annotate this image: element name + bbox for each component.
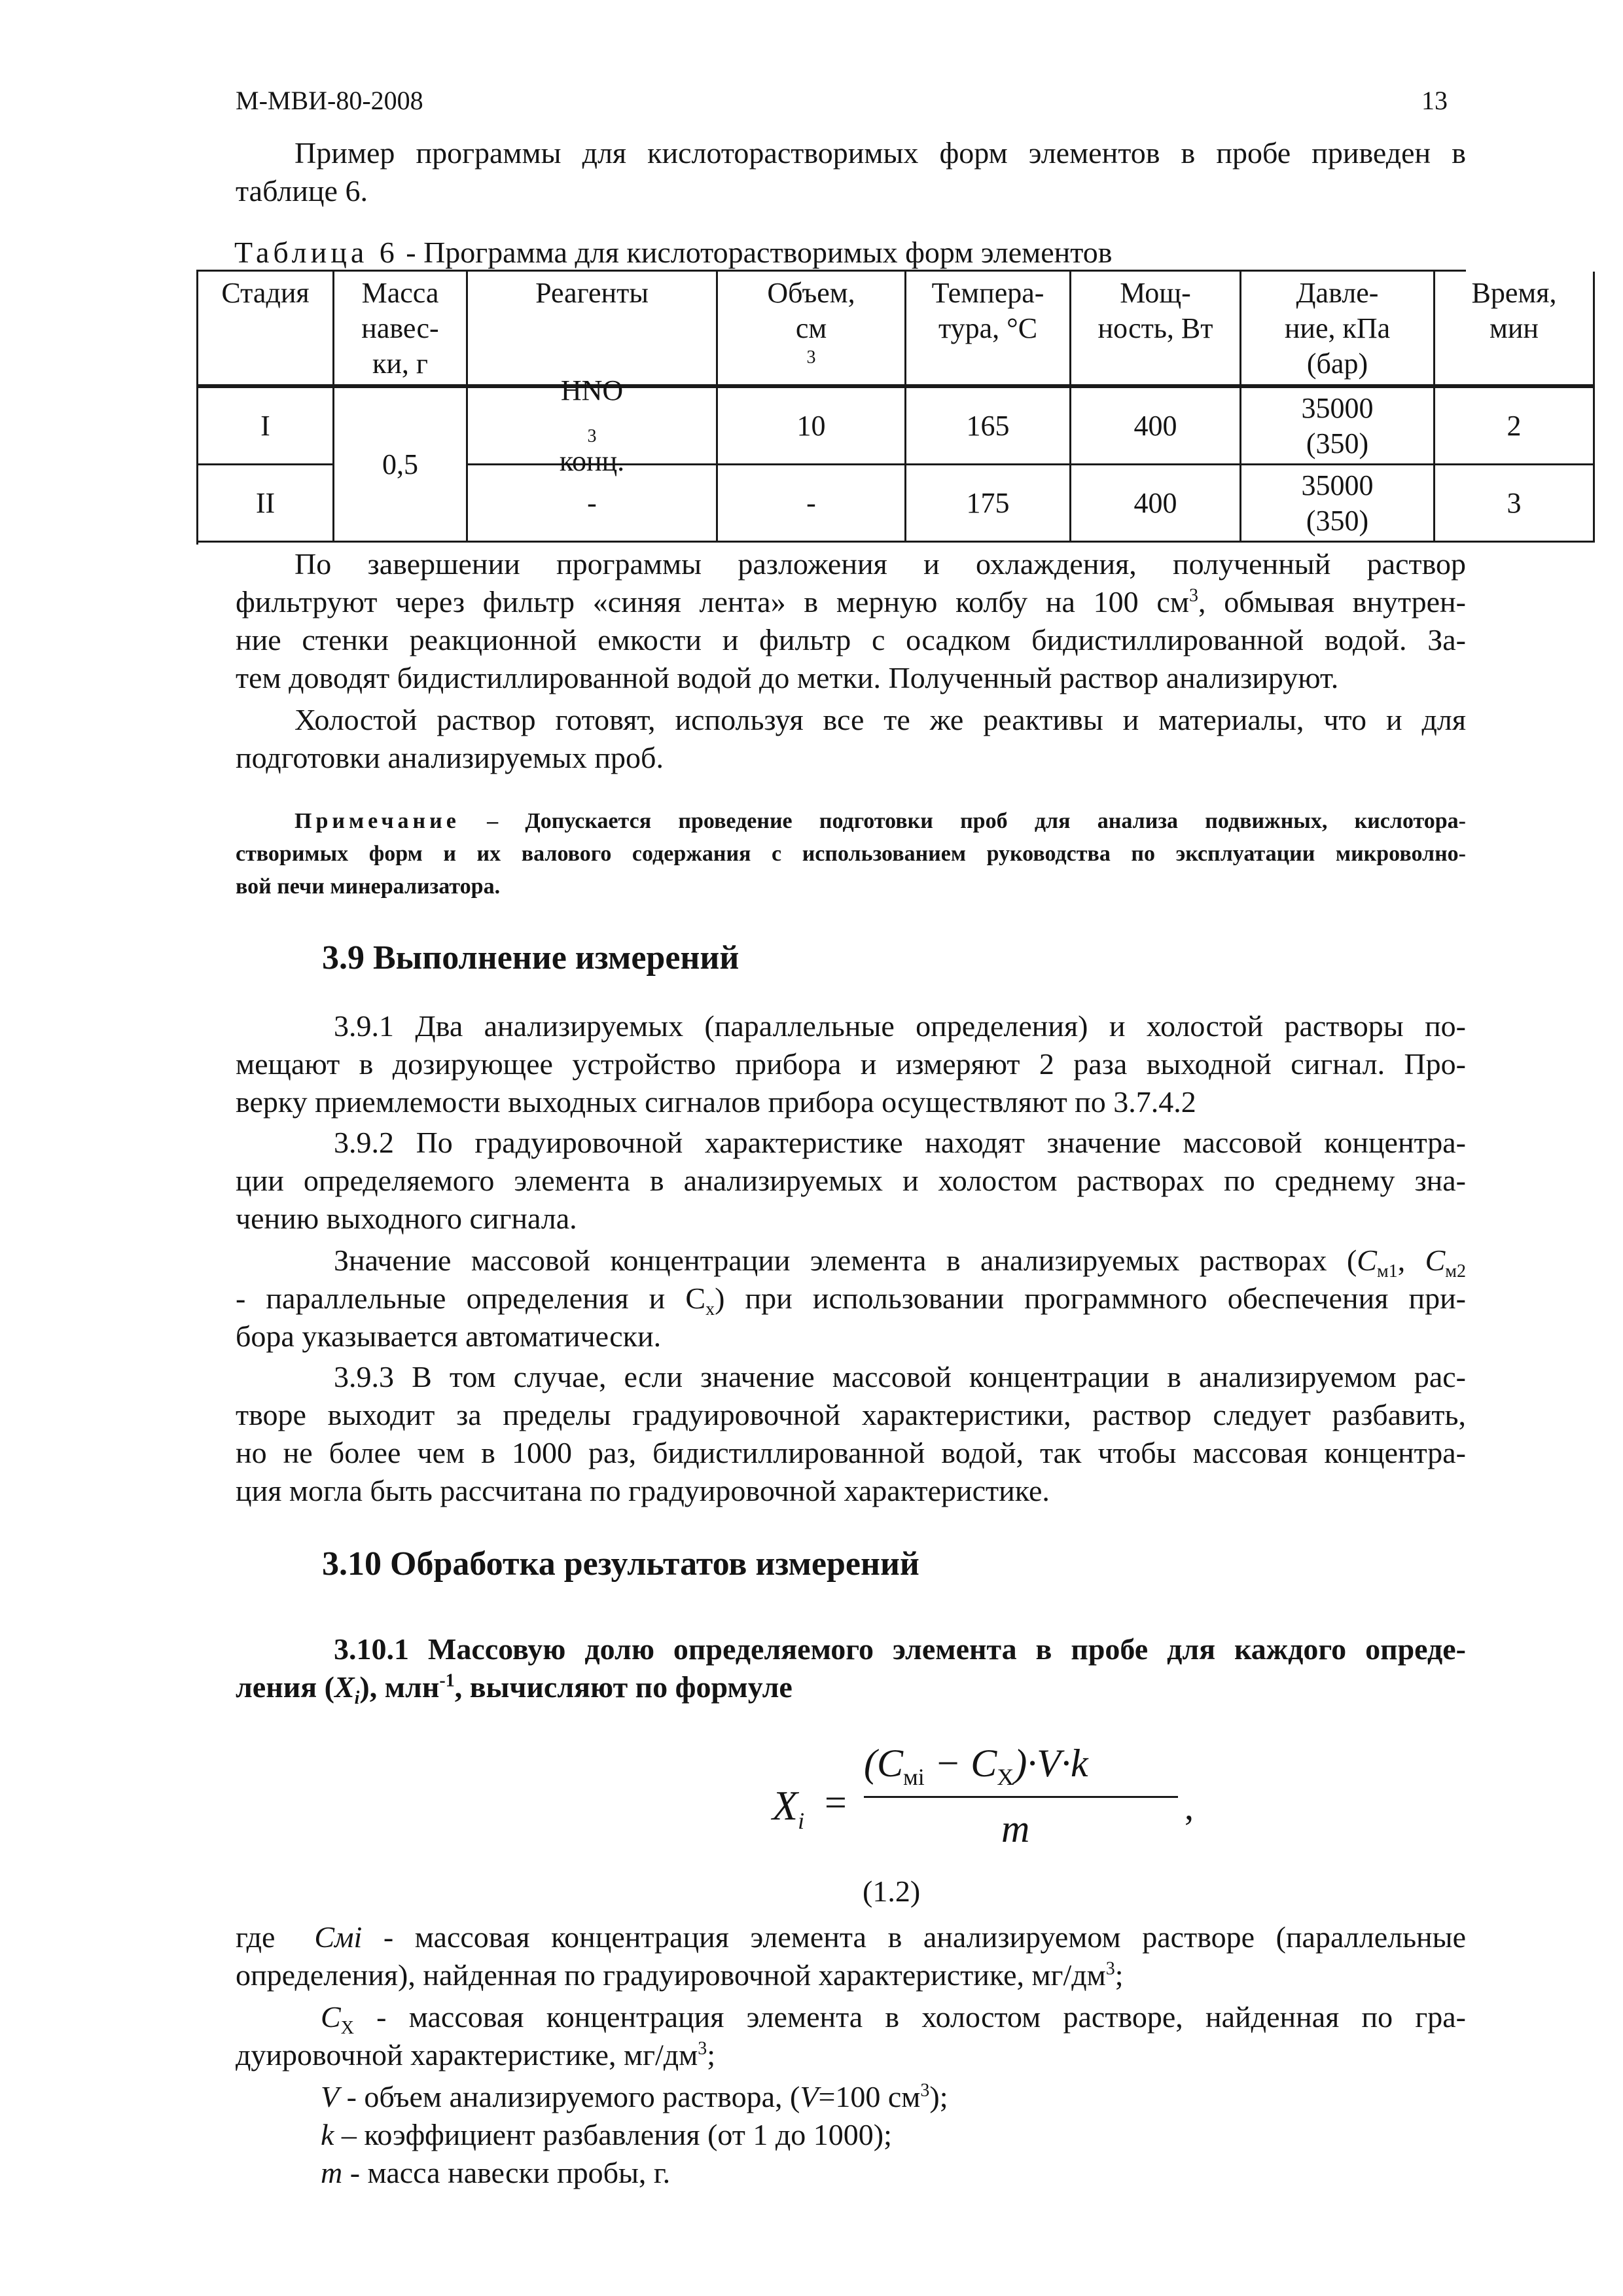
p392-line-1: 3.9.2 По градуировочной характеристике находят значение массовой концентра- — [334, 1126, 1466, 1159]
para-after-line-4: тем доводят бидистиллированной водой до метки. Полученный раствор анализируют. — [236, 661, 1339, 694]
table-row-1-power: 400 — [1071, 388, 1241, 465]
note-line-2: створимых форм и их валового содержания с использованием руководства по эксплуатации микроволно- — [236, 842, 1466, 866]
p3101-line-2: ления $(X_i)$, млн$^{-1}$, вычисляют по формуле — [236, 1670, 793, 1709]
blank-line-2: подготовки анализируемых проб. — [236, 741, 664, 774]
p3101-line-1: 3.10.1 Массовую долю определяемого элемента в пробе для каждого опреде- — [334, 1632, 1466, 1666]
table-row-1-volume: 10 — [718, 388, 906, 465]
intro-line-1: Пример программы для кислоторастворимых форм элементов в пробе приведен в — [294, 136, 1466, 170]
table-row-1-temp: 165 — [906, 388, 1071, 465]
table-row-1-time: 2 — [1435, 388, 1595, 465]
th-reagents: Реагенты — [468, 272, 718, 388]
section-3-9-title: 3.9 Выполнение измерений — [322, 939, 740, 977]
p393-line-4: ция могла быть рассчитана по градуировочной характеристике. — [236, 1474, 1050, 1507]
para-after-line-3: ние стенки реакционной емкости и фильтр с осадком бидистиллированной водой. За- — [236, 623, 1466, 656]
th-time: Время, мин — [1435, 272, 1595, 388]
note-label: Примечание — [294, 809, 460, 833]
note-line-1: Примечание – Допускается проведение подготовки проб для анализа подвижных, кислотора- — [294, 809, 1466, 833]
p393-line-1: 3.9.3 В том случае, если значение массовой концентрации в анализируемом рас- — [334, 1360, 1466, 1393]
table-6 — [196, 270, 1557, 545]
p392-line-2: ции определяемого элемента в анализируемых и холостом растворах по среднему зна- — [236, 1164, 1466, 1197]
th-stage: Стадия — [198, 272, 334, 388]
th-volume: Объем, см $^3$ — [718, 272, 906, 388]
formula-1-2 — [772, 1741, 1243, 1872]
where-k: k – коэффициент разбавления (от 1 до 1000); — [321, 2118, 892, 2151]
th-power: Мощ- ность, Вт — [1071, 272, 1241, 388]
page-number: 13 — [1421, 86, 1448, 115]
p391-line-2: мещают в дозирующее устройство прибора и измеряют 2 раза выходной сигнал. Про- — [236, 1047, 1466, 1081]
th-pressure: Давле- ние, кПа (бар) — [1241, 272, 1435, 388]
th-temperature: Темпера- тура, °С — [906, 272, 1071, 388]
where-cx-line-2: дуировочной характеристике, $мг/дм^3$; — [236, 2038, 716, 2072]
table-caption — [234, 234, 1112, 271]
formula-fraction-bar — [864, 1796, 1178, 1798]
table-row-1-stage: I — [198, 388, 334, 465]
table-caption-title: - Программа для кислоторастворимых форм элементов — [398, 236, 1113, 269]
th-mass: Масса навес- ки, г — [334, 272, 468, 388]
p393-line-3: но не более чем в 1000 раз, бидистиллированной водой, так чтобы массовая концентра- — [236, 1436, 1466, 1469]
p393-line-2: творе выходит за пределы градуировочной характеристики, раствор следует разбавить, — [236, 1398, 1466, 1431]
where-cmi-line-1: где Cмi - массовая концентрация элемента в анализируемом растворе (параллельные — [236, 1920, 1466, 1954]
p39-value-line-2: - параллельные определения и $C_x$) при использовании программного обеспечения при- — [236, 1282, 1467, 1320]
note-line-3: вой печи минерализатора. — [236, 874, 501, 899]
p392-line-3: чению выходного сигнала. — [236, 1202, 577, 1235]
formula-comma: , — [1185, 1787, 1194, 1828]
formula-number: (1.2) — [863, 1874, 921, 1908]
p39-value-line-3: бора указывается автоматически. — [236, 1319, 662, 1353]
formula-equals: = — [825, 1781, 847, 1824]
intro-line-2: таблице 6. — [236, 174, 368, 207]
para-after-line-1: По завершении программы разложения и охлаждения, полученный раствор — [294, 547, 1466, 581]
formula-denominator: m — [1001, 1807, 1030, 1850]
table-mass-merged: 0,5 — [334, 388, 468, 543]
table-row-2-time: 3 — [1435, 465, 1595, 543]
para-after-line-2: фильтруют через фильтр «синяя лента» в мерную колбу на 100 $см^3$, обмывая внутрен- — [236, 585, 1466, 619]
where-m: m - масса навески пробы, г. — [321, 2156, 671, 2189]
where-cx-line-1: $C_X$ - массовая концентрация элемента в холостом растворе, найденная по гра- — [321, 2000, 1466, 2039]
blank-line-1: Холостой раствор готовят, используя все те же реактивы и материалы, что и для — [294, 703, 1466, 736]
doc-code: М-МВИ-80-2008 — [236, 86, 423, 115]
table-row-2-temp: 175 — [906, 465, 1071, 543]
where-v: V - объем анализируемого раствора, (V=100 $см^3$); — [321, 2080, 948, 2113]
p39-value-line-1: Значение массовой концентрации элемента в анализируемых растворах ($C_{м1}$, $C_{м2}$ — [334, 1244, 1466, 1282]
table-row-2-reagent: - — [468, 465, 718, 543]
table-row-1-pressure: 35000 (350) — [1241, 388, 1435, 465]
where-cmi-line-2: определения), найденная по градуировочной характеристике, $мг/дм^3$; — [236, 1958, 1124, 1992]
formula-lhs: $X_i$ — [772, 1782, 805, 1834]
table-row-2-power: 400 — [1071, 465, 1241, 543]
section-3-10-title: 3.10 Обработка результатов измерений — [322, 1545, 919, 1583]
table-row-1-reagent: HNO $_3$ конц. — [468, 388, 718, 465]
table-row-2-stage: II — [198, 465, 334, 543]
p391-line-1: 3.9.1 Два анализируемых (параллельные определения) и холостой растворы по- — [334, 1009, 1466, 1043]
table-caption-label: Таблица 6 — [234, 236, 399, 269]
table-row-2-pressure: 35000 (350) — [1241, 465, 1435, 543]
p391-line-3: верку приемлемости выходных сигналов прибора осуществляют по 3.7.4.2 — [236, 1085, 1196, 1119]
formula-numerator: $(C_{мi} - C_X)\cdot V\cdot k$ — [864, 1742, 1088, 1790]
table-row-2-volume: - — [718, 465, 906, 543]
